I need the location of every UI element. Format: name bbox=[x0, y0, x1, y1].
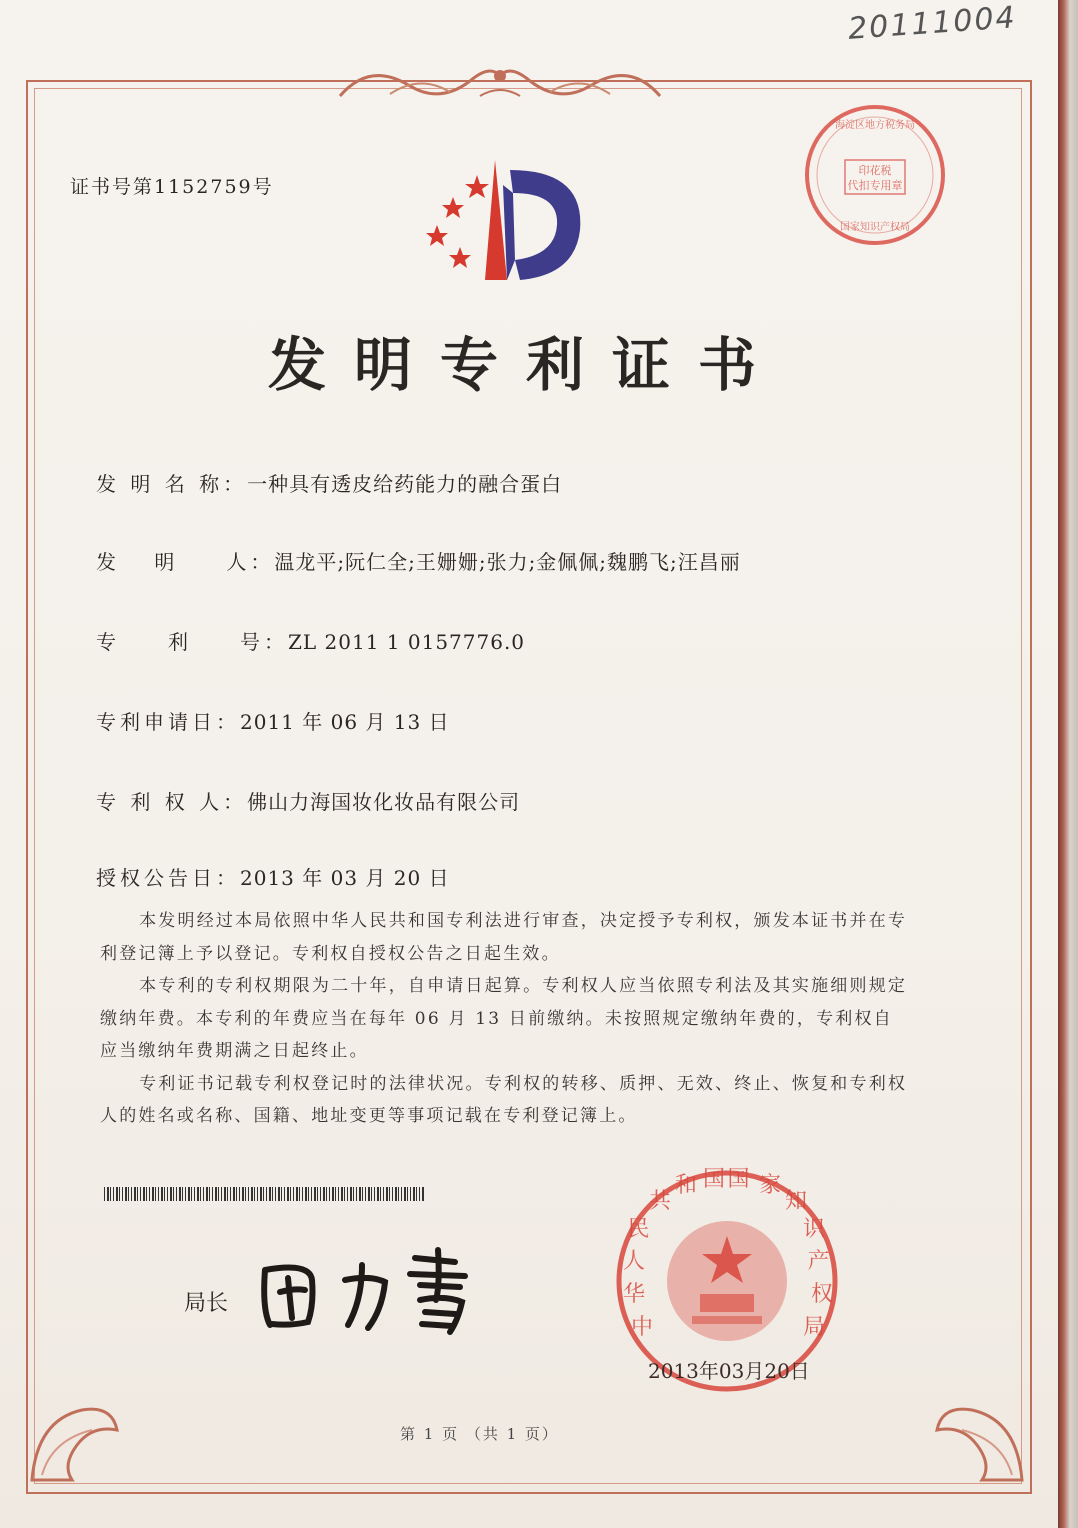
field-label: 授权公告日： bbox=[96, 866, 240, 890]
field-patentee bbox=[96, 786, 520, 815]
field-value: 2011 年 06 月 13 日 bbox=[240, 710, 450, 734]
body-paragraph: 本发明经过本局依照中华人民共和国专利法进行审查，决定授予专利权，颁发本证书并在专利登记簿上予以登记。专利权自授权公告之日起生效。 bbox=[100, 911, 908, 964]
field-invention-name bbox=[96, 468, 562, 497]
bottom-left-ornament-icon bbox=[22, 1380, 132, 1490]
svg-text:海淀区地方税务局: 海淀区地方税务局 bbox=[835, 120, 915, 131]
field-value: ZL 2011 1 0157776.0 bbox=[288, 630, 526, 654]
svg-text:代扣专用章: 代扣专用章 bbox=[847, 179, 903, 192]
page-number: 第 1 页 （共 1 页） bbox=[400, 1425, 559, 1443]
certificate-title: 发明专利证书 bbox=[268, 331, 785, 399]
binding-edge bbox=[1058, 0, 1078, 1528]
svg-text:国家知识产权局: 国家知识产权局 bbox=[840, 222, 910, 233]
field-patent-number bbox=[96, 626, 525, 655]
certificate-body bbox=[100, 905, 910, 1133]
patent-office-logo-icon bbox=[415, 155, 595, 295]
bottom-right-ornament-icon bbox=[922, 1380, 1032, 1490]
field-application-date bbox=[96, 706, 450, 735]
field-label: 发 明 人： bbox=[96, 550, 275, 574]
field-label: 发 明 名 称： bbox=[96, 472, 248, 496]
field-value: 2013 年 03 月 20 日 bbox=[240, 866, 450, 890]
svg-text:中华人民 共和国国 家知识产 权局: 中华人民 共和 国 国 家知识产 权局 bbox=[622, 1167, 834, 1340]
svg-text:印花税: 印花税 bbox=[858, 164, 892, 177]
field-label: 专利申请日： bbox=[96, 710, 240, 734]
tax-stamp-seal bbox=[800, 100, 950, 250]
field-value: 温龙平;阮仁全;王姗姗;张力;金佩佩;魏鹏飞;汪昌丽 bbox=[274, 550, 741, 574]
barcode bbox=[104, 1187, 424, 1201]
field-grant-date bbox=[96, 862, 450, 891]
field-value: 一种具有透皮给药能力的融合蛋白 bbox=[247, 472, 563, 496]
seal-date: 2013年03月20日 bbox=[648, 1359, 810, 1383]
field-label: 专 利 权 人： bbox=[96, 790, 248, 814]
director-label: 局长 bbox=[184, 1291, 229, 1316]
field-value: 佛山力海国妆化妆品有限公司 bbox=[247, 790, 521, 814]
director-signature bbox=[250, 1240, 490, 1340]
handwritten-note: 20111004 bbox=[846, 0, 1018, 47]
top-ornament-icon bbox=[330, 56, 670, 106]
body-paragraph: 本专利的专利权期限为二十年，自申请日起算。专利权人应当依照专利法及其实施细则规定缴纳年费。本专利的年费应当在每年 06 月 13 日前缴纳。未按照规定缴纳年费的，专利权自应当缴纳年费期满之日起终止。 bbox=[100, 976, 908, 1061]
field-inventors bbox=[96, 546, 741, 575]
certificate-number: 证书号第1152759号 bbox=[70, 176, 274, 198]
field-label: 专 利 号： bbox=[96, 630, 288, 654]
body-paragraph: 专利证书记载专利权登记时的法律状况。专利权的转移、质押、无效、终止、恢复和专利权人的姓名或名称、国籍、地址变更等事项记载在专利登记簿上。 bbox=[100, 1073, 908, 1126]
